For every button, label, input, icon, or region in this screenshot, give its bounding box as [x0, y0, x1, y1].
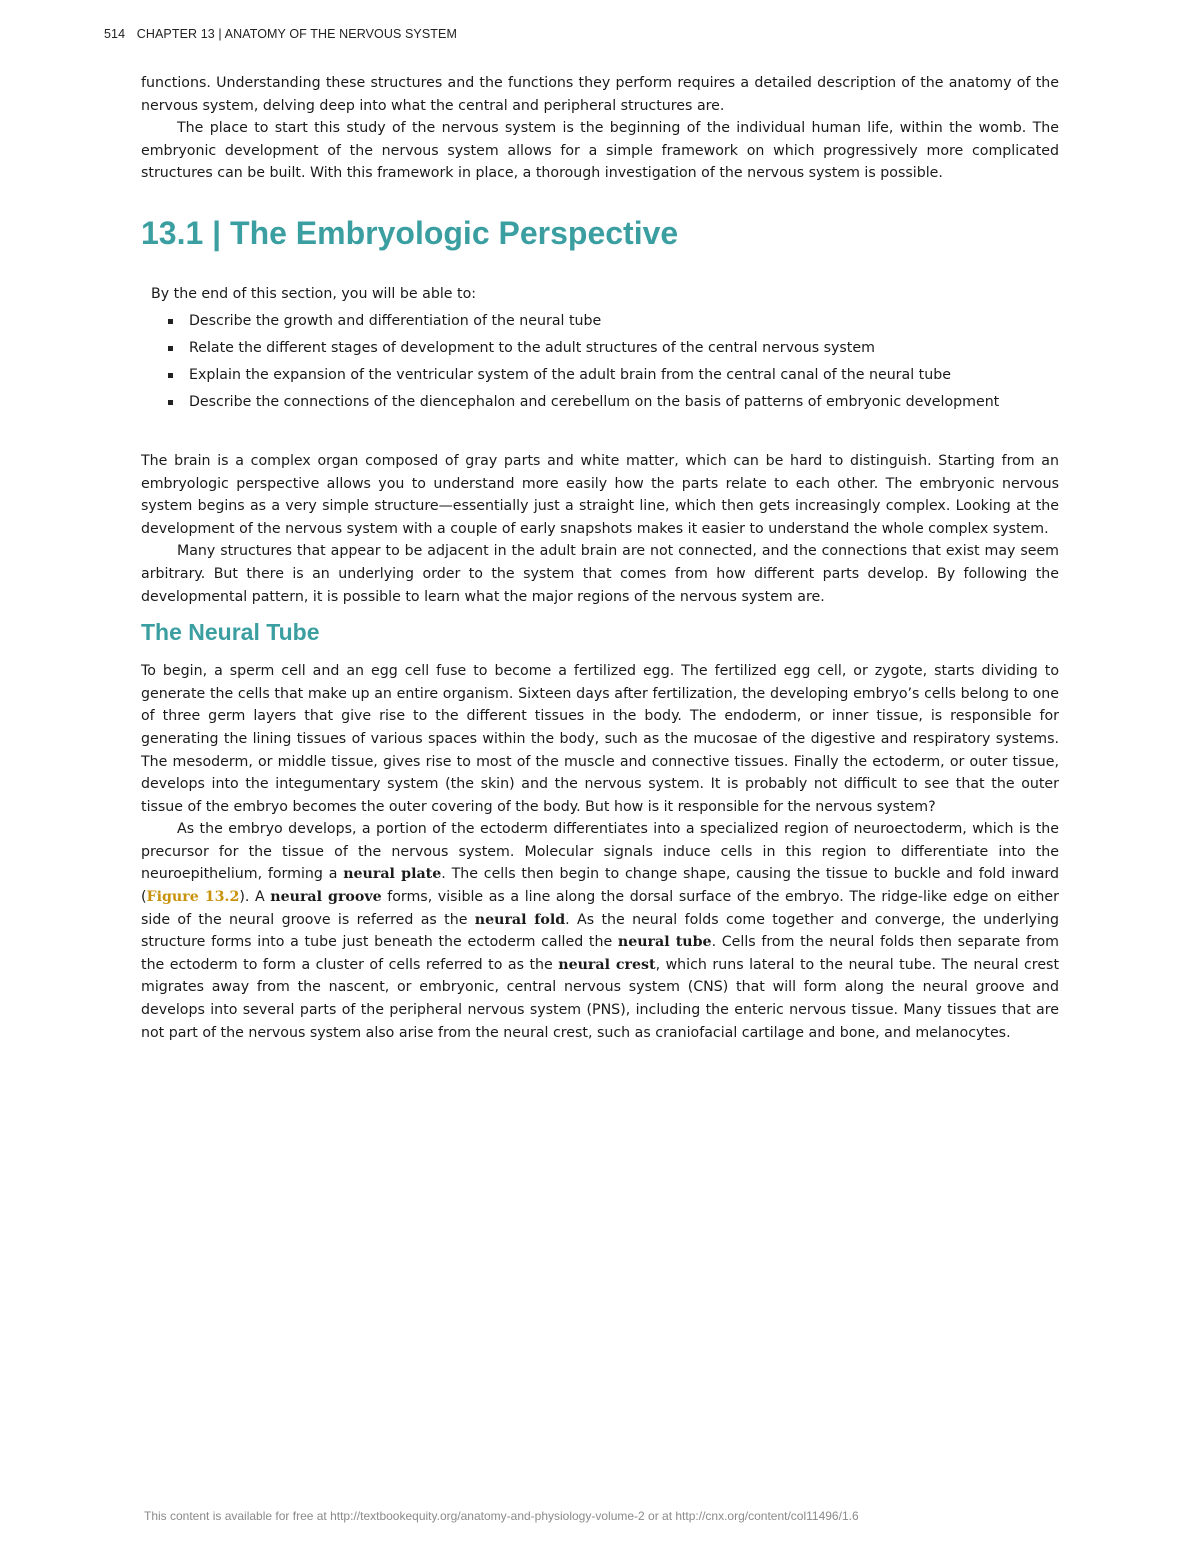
section-paragraph-2: Many structures that appear to be adjacent in the adult brain are not connected, and the connections that exist may seem arbitrary. But there is an underlying order to the system that comes from how different parts develop. By following the developmental pattern, it is possible to learn what the major regions of the nervous system are. [141, 543, 1059, 605]
running-header [104, 27, 457, 41]
term-neural-groove: neural groove [270, 889, 382, 906]
intro-paragraph-2: The place to start this study of the nervous system is the beginning of the individual human life, within the womb. The embryonic development of the nervous system allows for a simple framework on which progressively more complicated structures can be built. With this framework in place, a thorough investigation of the nervous system is possible. [141, 120, 1059, 182]
objectives-list [151, 308, 1059, 416]
subsection-title: The Neural Tube [141, 619, 320, 646]
objective-item: Relate the different stages of development to the adult structures of the central nervous system [151, 335, 1059, 362]
term-neural-plate: neural plate [343, 866, 442, 883]
objective-item: Describe the connections of the diencephalon and cerebellum on the basis of patterns of embryonic development [151, 389, 1059, 416]
section-title: 13.1 | The Embryologic Perspective [141, 214, 679, 251]
figure-13-2-link[interactable]: Figure 13.2 [146, 889, 240, 906]
neural-tube-paragraph-1: To begin, a sperm cell and an egg cell fuse to become a fertilized egg. The fertilized egg cell, or zygote, starts dividing to generate the cells that make up an entire organism. Sixteen days after fertilization, the developing embryo’s cells belong to one of three germ layers that give rise to the different tissues in the body. The endoderm, or inner tissue, is responsible for generating the lining tissues of various spaces within the body, such as the mucosae of the digestive and respiratory systems. The mesoderm, or middle tissue, gives rise to most of the muscle and connective tissues. Finally the ectoderm, or outer tissue, develops into the integumentary system (the skin) and the nervous system. It is probably not difficult to see that the outer tissue of the embryo becomes the outer covering of the body. But how is it responsible for the nervous system? [141, 663, 1059, 815]
term-neural-fold: neural fold [474, 911, 566, 928]
page-number: 514 [104, 27, 126, 41]
footer-availability-note: This content is available for free at http://textbookequity.org/anatomy-and-physiology-volume-2 or at http://cnx.org/content/col11496/1.6 [144, 1509, 859, 1523]
term-neural-crest: neural crest [558, 956, 656, 973]
objectives-intro: By the end of this section, you will be able to: [151, 285, 477, 302]
neural-tube-paragraph-2: As the embryo develops, a portion of the ectoderm differentiates into a specialized region of neuroectoderm, which is the precursor for the tissue of the nervous system. Molecular signals induce cells in this region to differentiate into the neuroepithelium, forming a neural plate. The cells then begin to change shape, causing the tissue to buckle and fold inward (Figure 13.2). A neural groove forms, visible as a line along the dorsal surface of the embryo. The ridge-like edge on either side of the neural groove is referred as the neural fold. As the neural folds come together and converge, the underlying structure forms into a tube just beneath the ectoderm called the neural tube. Cells from the neural folds then separate from the ectoderm to form a cluster of cells referred to as the neural crest, which runs lateral to the neural tube. The neural crest migrates away from the nascent, or embryonic, central nervous system (CNS) that will form along the neural groove and develops into several parts of the peripheral nervous system (PNS), including the enteric nervous tissue. Many tissues that are not part of the nervous system also arise from the neural crest, such as craniofacial cartilage and bone, and melanocytes. [141, 821, 1060, 1041]
page-content [141, 72, 1059, 1044]
section-paragraph-1: The brain is a complex organ composed of gray parts and white matter, which can be hard to distinguish. Starting from an embryologic perspective allows you to understand more easily how the parts relate to each other. The embryonic nervous system begins as a very simple structure—essentially just a straight line, which then gets increasingly complex. Looking at the development of the nervous system with a couple of early snapshots makes it easier to understand the whole complex system. [141, 452, 1059, 537]
term-neural-tube: neural tube [617, 934, 712, 951]
learning-objectives [151, 281, 1059, 416]
chapter-title: CHAPTER 13 | ANATOMY OF THE NERVOUS SYSTEM [136, 27, 457, 41]
objective-item: Describe the growth and differentiation of the neural tube [151, 308, 1059, 335]
objective-item: Explain the expansion of the ventricular system of the adult brain from the central canal of the neural tube [151, 362, 1059, 389]
intro-paragraph-1: functions. Understanding these structures and the functions they perform requires a detailed description of the anatomy of the nervous system, delving deep into what the central and peripheral structures are. [141, 75, 1059, 114]
